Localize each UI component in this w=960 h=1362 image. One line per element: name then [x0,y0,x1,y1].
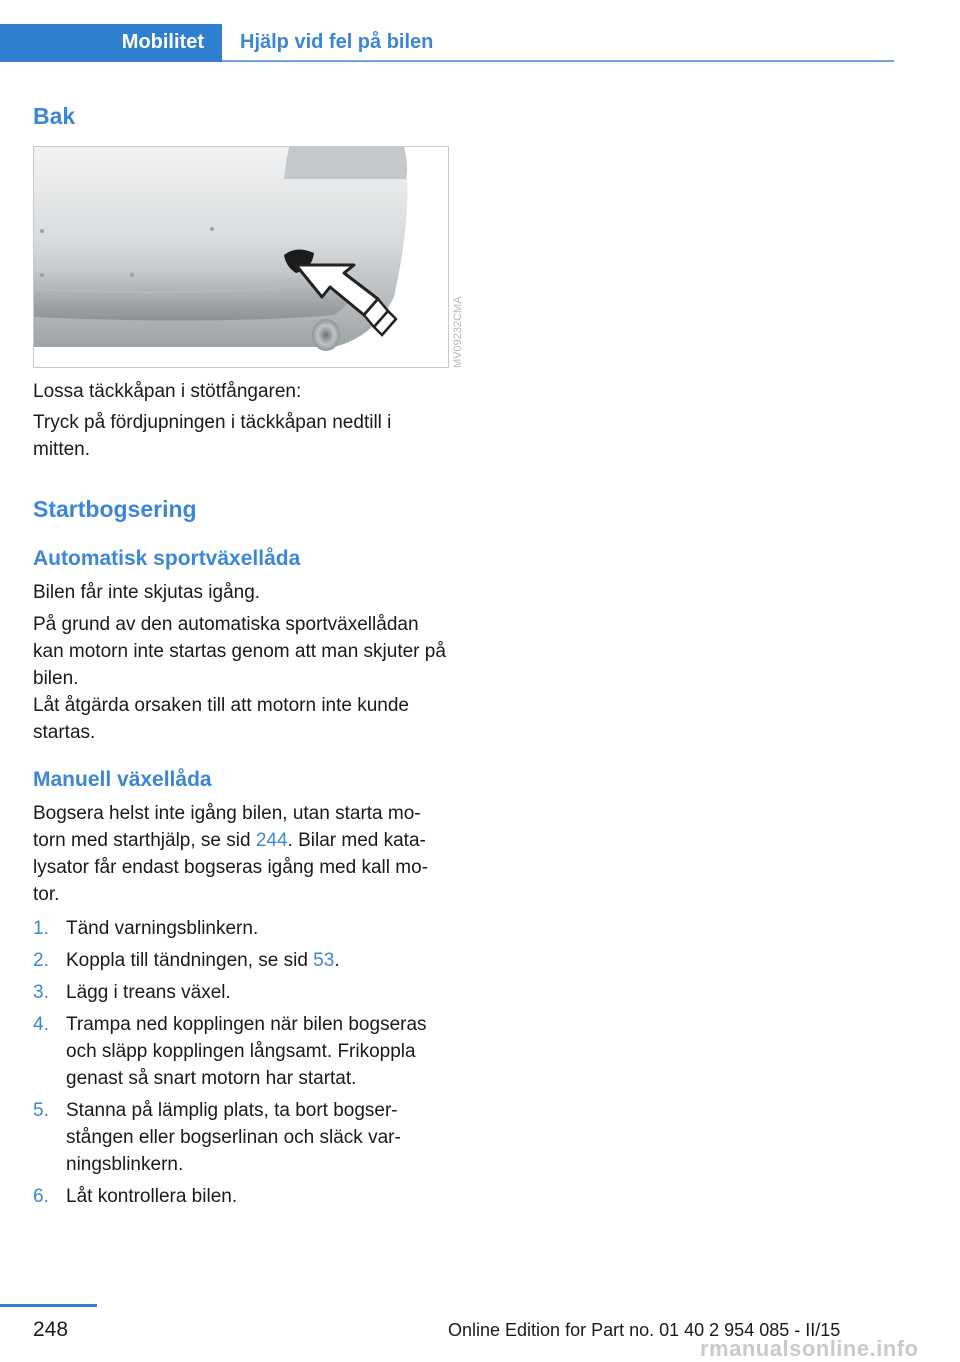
step-text: Koppla till tändningen, se sid [66,950,314,971]
list-item [33,979,453,1006]
step-number: 5. [33,1100,49,1121]
page-number: 248 [33,1318,69,1341]
step-text: Trampa ned kopplingen när bilen bogseras och släpp kopplingen långsamt. Frikoppla genast så snart motorn har startat. [66,1014,427,1089]
rear-bumper-illustration [34,147,449,368]
list-item [33,1183,453,1210]
caption-rear-2: Tryck på fördjupningen i täckkåpan nedtill i mitten. [33,412,392,460]
rear-bumper-figure [33,146,449,368]
auto-paragraph-1: Bilen får inte skjutas igång. [33,582,261,603]
edition-text: Online Edition for Part no. 01 40 2 954 085 - II/15 [448,1320,841,1340]
heading-rear: Bak [33,103,76,129]
section-tab[interactable] [0,24,222,62]
figure-code: MV09232CMA [452,296,464,368]
auto-paragraph-2: På grund av den automatiska sportväxellådan kan motorn inte startas genom att man skjuter på bilen. [33,614,446,689]
page-link-53[interactable]: 53 [313,950,335,971]
manual-p1-text-b: . Bilar med kata-lysator får endast bogseras igång med kall mo-tor. [33,830,428,905]
header-rule [222,60,894,62]
heading-automatic: Automatisk sportväxellåda [33,547,301,570]
list-item [33,915,453,942]
section-tab-label: Mobilitet [121,31,204,53]
step-text: Tänd varningsblinkern. [66,918,259,939]
step-text: Lägg i treans växel. [66,982,231,1003]
list-item [33,1097,453,1178]
heading-manual: Manuell växellåda [33,768,212,791]
step-text: Låt kontrollera bilen. [66,1186,238,1207]
list-item [33,1011,453,1092]
manual-p1-text-a: Bogsera helst inte igång bilen, utan starta mo-torn med starthjälp, se sid [33,803,421,851]
footer-rule [0,1304,97,1307]
caption-rear-1: Lossa täckkåpan i stötfångaren: [33,381,302,402]
step-number: 1. [33,918,49,939]
step-number: 6. [33,1186,49,1207]
manual-paragraph-1 [33,800,453,908]
step-number: 4. [33,1014,49,1035]
auto-paragraph-3: Låt åtgärda orsaken till att motorn inte kunde startas. [33,695,410,743]
heading-tow-start: Startbogsering [33,496,197,522]
step-text-after: . [334,950,340,971]
step-number: 3. [33,982,49,1003]
page-link-244[interactable]: 244 [255,830,288,851]
steps-list [33,915,453,1215]
step-number: 2. [33,950,49,971]
step-text: Stanna på lämplig plats, ta bort bogser-stången eller bogserlinan och släck var-ningsblinkern. [66,1100,401,1175]
list-item [33,947,453,974]
watermark: rmanualsonline.info [700,1336,919,1361]
chapter-title[interactable]: Hjälp vid fel på bilen [240,31,434,53]
